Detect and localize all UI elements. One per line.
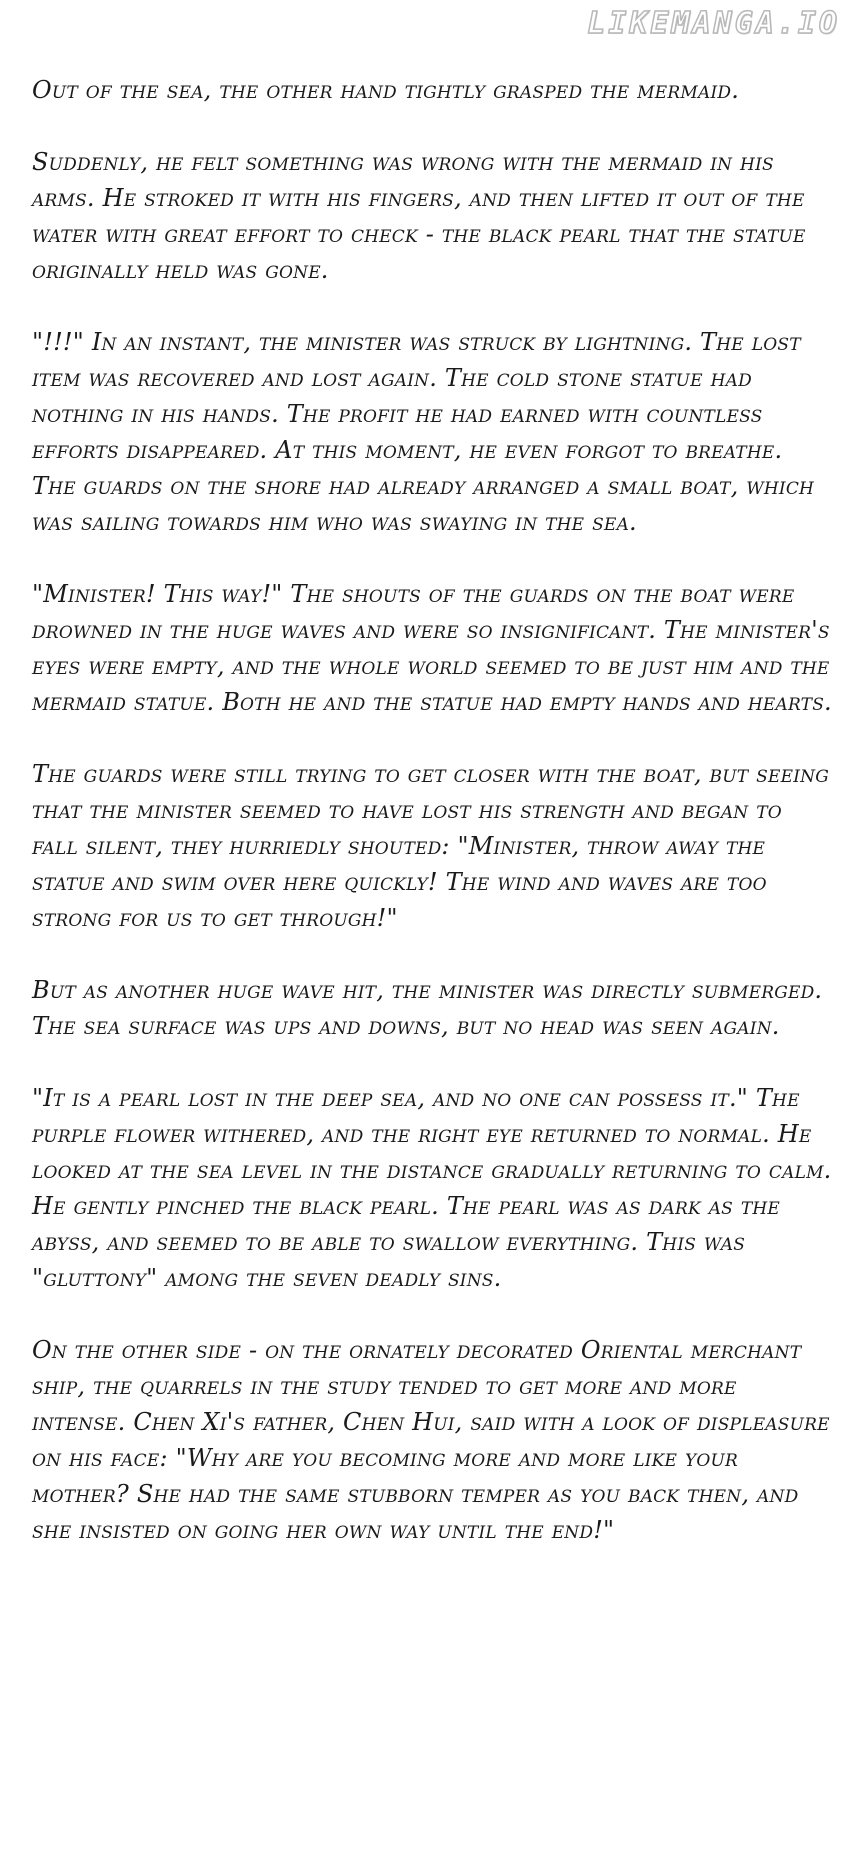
paragraph: Suddenly, he felt something was wrong with the mermaid in his arms. He stroked it with his fingers, and then lifted it out of the water with great effort to check - the black pearl that the statue originally held was gone. xyxy=(32,148,806,284)
paragraph: The guards were still trying to get closer with the boat, but seeing that the minister seemed to have lost his strength and began to fall silent, they hurriedly shouted: "Minister, throw away the statue and swim over here quickly! The wind and waves are too strong for us to get through!" xyxy=(32,760,829,932)
paragraph: On the other side - on the ornately decorated Oriental merchant ship, the quarrels in the study tended to get more and more intense. Chen Xi's father, Chen Hui, said with a look of displeasure on his face: "Why are you becoming more and more like your mother? She had the same stubborn temper as you back then, and she insisted on going her own way until the end!" xyxy=(32,1336,830,1544)
site-watermark: LIKEMANGA.IO xyxy=(587,6,840,41)
paragraph: "It is a pearl lost in the deep sea, and no one can possess it." The purple flower withered, and the right eye returned to normal. He looked at the sea level in the distance gradually returning to calm. He gently pinched the black pearl. The pearl was as dark as the abyss, and seemed to be able to swallow everything. This was "gluttony" among the seven deadly sins. xyxy=(32,1084,832,1292)
paragraph: But as another huge wave hit, the minister was directly submerged. The sea surface was ups and downs, but no head was seen again. xyxy=(32,976,823,1040)
text-page xyxy=(32,72,832,1584)
paragraph: "Minister! This way!" The shouts of the guards on the boat were drowned in the huge waves and were so insignificant. The minister's eyes were empty, and the whole world seemed to be just him and the mermaid statue. Both he and the statue had empty hands and hearts. xyxy=(32,580,832,716)
paragraph: "!!!" In an instant, the minister was struck by lightning. The lost item was recovered and lost again. The cold stone statue had nothing in his hands. The profit he had earned with countless efforts disappeared. At this moment, he even forgot to breathe. The guards on the shore had already arranged a small boat, which was sailing towards him who was swaying in the sea. xyxy=(32,328,815,536)
paragraph: Out of the sea, the other hand tightly grasped the mermaid. xyxy=(32,76,740,104)
